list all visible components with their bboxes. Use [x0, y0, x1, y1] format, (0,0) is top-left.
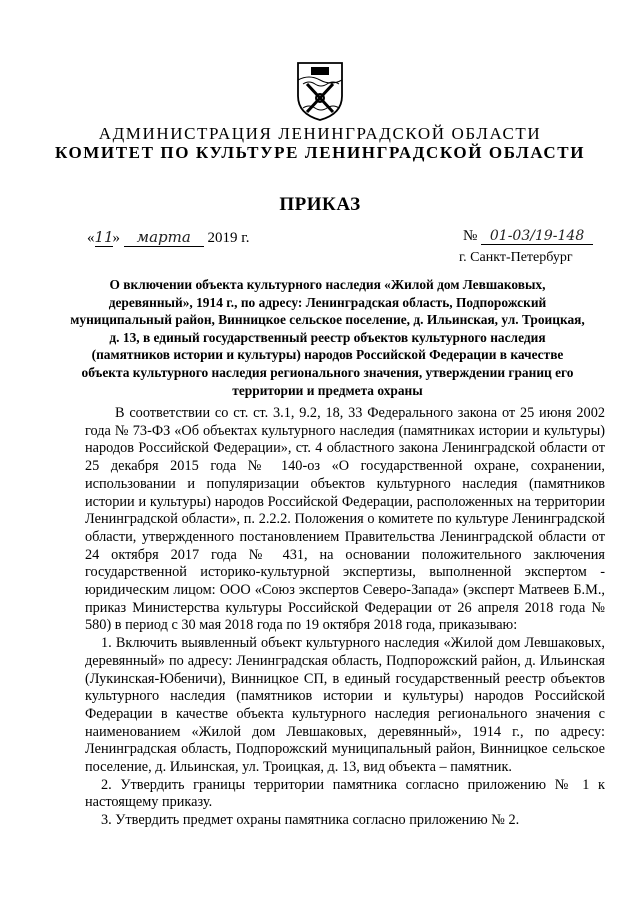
order-item-3: 3. Утвердить предмет охраны памятника согласно приложению № 2.: [101, 812, 520, 829]
document-title: ПРИКАЗ: [279, 194, 361, 215]
coat-of-arms-emblem: [295, 60, 345, 122]
order-item-2: 2. Утвердить границы территории памятника согласно приложению № 1 к настоящему приказу.: [85, 776, 605, 811]
date-day: 11: [94, 228, 114, 246]
preamble-paragraph: В соответствии со ст. ст. 3.1, 9.2, 18, 33 Федерального закона от 25 июня 2002 года № 73-ФЗ «Об объектах культурного наследия (памятниках истории и культуры) народов Российской Федерации», ст. 4 областного закона Ленинградской области от 25 декабря 2015 года № 140-оз «О государственной охране, сохранении, использовании и популяризации объектов культурного наследия (памятников истории и культуры) народов Российской Федерации, расположенных на территории Ленинградской области», п. 2.2.2. Положения о комитете по культуре Ленинградской области, утвержденного постановлением Правительства Ленинградской области от 24 октября 2017 года № 431, на основании положительного заключения государственной историко-культурной экспертизы, выполненной экспертом - юридическим лицом: ООО «Союз экспертов Северо-Запада» (эксперт Матвеев Б.М., приказ Министерства культуры Российской Федерации от 26 апреля 2018 года № 580) в период с 30 мая 2018 года по 19 октября 2018 года, приказываю:: [85, 405, 605, 634]
document-body: [85, 405, 605, 830]
organization-line-1: АДМИНИСТРАЦИЯ ЛЕНИНГРАДСКОЙ ОБЛАСТИ: [98, 124, 542, 143]
organization-line-2: КОМИТЕТ ПО КУЛЬТУРЕ ЛЕНИНГРАДСКОЙ ОБЛАСТИ: [54, 143, 586, 162]
document-subject: О включении объекта культурного наследия «Жилой дом Левшаковых, деревянный», 1914 г., по адресу: Ленинградская область, Подпорожский муниципальный район, Винницкое сельское поселение, д. Ильинская, ул. Троицкая, д. 13, в единый государственный реестр объектов культурного наследия (памятников истории и культуры) народов Российской Федерации в качестве объекта культурного наследия регионального значения, утверждении границ его территории и предмета охраны: [70, 277, 585, 398]
date-year: 2019 г.: [207, 230, 250, 246]
date-month: марта: [124, 228, 204, 247]
document-city: г. Санкт-Петербург: [459, 250, 573, 265]
date-quote-close: »: [112, 230, 120, 246]
number-prefix: №: [463, 228, 478, 244]
number-value: 01-03/19-148: [481, 228, 593, 245]
date-quote-open: «: [87, 230, 95, 246]
document-number: [463, 228, 593, 245]
document-date: [87, 228, 249, 247]
order-item-1: 1. Включить выявленный объект культурного наследия «Жилой дом Левшаковых, деревянный» по адресу: Ленинградская область, Подпорожский район, д. Ильинская (Лукинская-Юбеничи), Винницкое СП, в единый государственный реестр объектов культурного наследия (памятников истории и культуры) народов Российской Федерации в качестве объекта культурного наследия регионального значения с наименованием «Жилой дом Левшаковых, деревянный», 1914 г., по адресу: Ленинградская область, Подпорожский муниципальный район, Винницкое сельское поселение, д. Ильинская, ул. Троицкая, д. 13, вид объекта – памятник.: [85, 635, 605, 776]
